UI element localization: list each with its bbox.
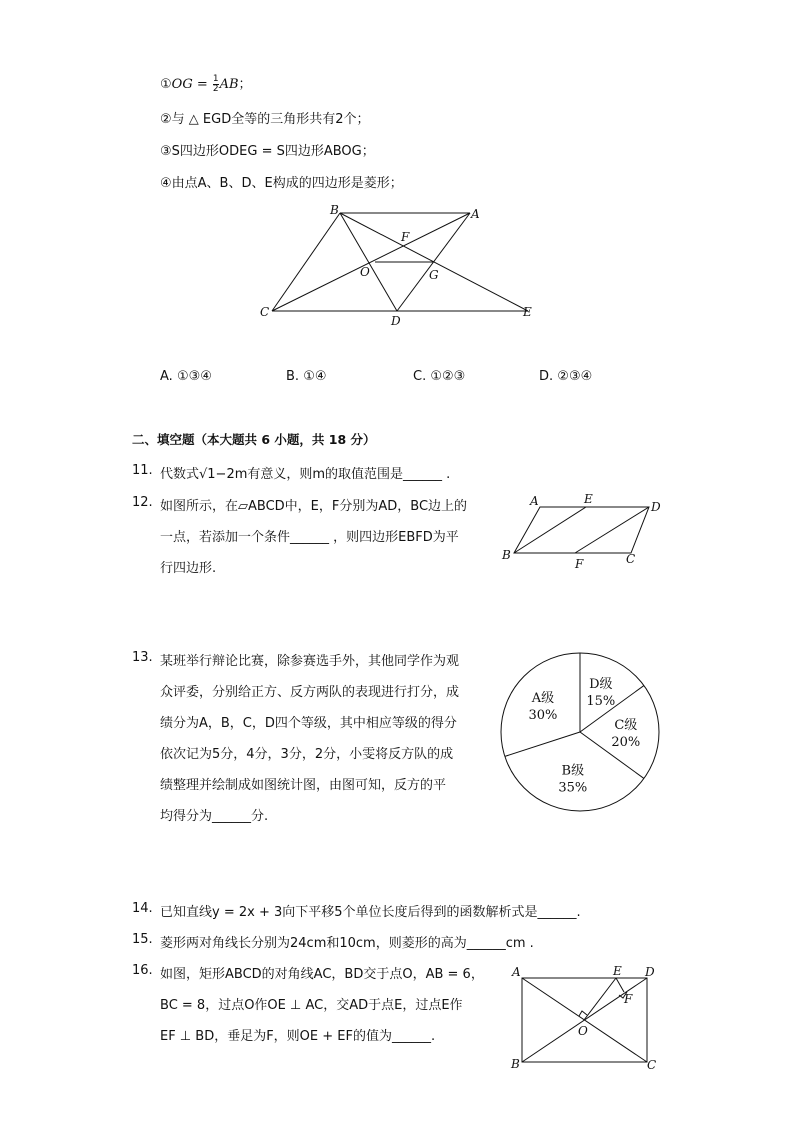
question-16-line-3: EF ⊥ BD，垂足为F，则OE + EF的值为______. [160, 1029, 436, 1044]
question-13-line-1: 某班举行辩论比赛，除参赛选手外，其他同学作为观 [160, 654, 460, 669]
section-title: 二、填空题（本大题共 6 小题，共 18 分） [132, 432, 376, 447]
question-number: 12. [132, 495, 153, 510]
pie-slice-label: A级 [531, 691, 555, 707]
question-13-line-5: 绩整理并绘制成如图统计图，由图可知，反方的平 [160, 778, 447, 793]
label-C: C [647, 1058, 657, 1072]
question-number: 14. [132, 901, 153, 916]
pie-slice-label: D级 [589, 677, 613, 693]
question-15-text: 菱形两对角线长分别为24cm和10cm，则菱形的高为______cm . [160, 936, 534, 951]
label-C: C [260, 305, 270, 319]
option-text: ①④ [303, 369, 327, 384]
label-O: O [578, 1024, 588, 1038]
question-16-line-1: 如图，矩形ABCD的对角线AC，BD交于点O，AB = 6， [160, 967, 484, 982]
pie-slice-value: 20% [611, 735, 641, 750]
statement-text: 由点A、B、D、E构成的四边形是菱形； [171, 176, 403, 191]
label-B: B [511, 1057, 520, 1071]
question-13-line-6: 均得分为______分. [160, 809, 269, 824]
label-E: E [584, 492, 593, 506]
question-number: 16. [132, 963, 153, 978]
label-F: F [575, 557, 584, 571]
question-11-text: 代数式√1−2m有意义，则m的取值范围是______ . [160, 467, 451, 482]
label-C: C [626, 552, 636, 566]
question-12-line-3: 行四边形. [160, 561, 217, 576]
label-A: A [471, 207, 480, 221]
label-F: F [624, 992, 633, 1006]
label-E: E [613, 964, 622, 978]
label-D: D [391, 314, 401, 328]
pie-slice-value: 15% [586, 694, 616, 710]
option-text: ②③④ [557, 369, 593, 384]
pie-slice-value: 35% [558, 780, 588, 796]
option-letter: A. [160, 369, 173, 384]
option-letter: D. [539, 369, 554, 384]
statement-mark: ① [160, 77, 172, 92]
label-E: E [523, 305, 532, 319]
pie-slice-label: B级 [561, 763, 585, 779]
question-16-line-2: BC = 8，过点O作OE ⊥ AC，交AD于点E，过点E作 [160, 998, 463, 1013]
question-number: 15. [132, 932, 153, 947]
statement-text: 与 △ EGD全等的三角形共有2个； [171, 112, 370, 127]
pie-slice-label: C级 [614, 718, 638, 733]
statement-math-2: AB [219, 77, 239, 92]
fraction-num: 1 [212, 74, 219, 84]
label-A: A [512, 965, 521, 979]
statement-mark: ④ [160, 176, 172, 191]
statement-text: S四边形ODEG = S四边形ABOG； [171, 144, 375, 159]
pie-slice-value: 30% [528, 708, 558, 724]
statement-mark: ② [160, 112, 172, 127]
question-number: 13. [132, 650, 153, 665]
label-B: B [330, 203, 339, 217]
option-letter: B. [286, 369, 300, 384]
question-13-line-4: 依次记为5分，4分，3分，2分，小雯将反方队的成 [160, 747, 454, 762]
option-letter: C. [413, 369, 427, 384]
question-number: 11. [132, 463, 153, 478]
label-D: D [651, 500, 661, 514]
label-D: D [645, 965, 655, 979]
statement-mark: ③ [160, 144, 172, 159]
question-12-line-2: 一点，若添加一个条件______ ，则四边形EBFD为平 [160, 530, 459, 545]
label-B: B [502, 548, 511, 562]
statement-math: OG = [171, 77, 212, 92]
question-12-line-1: 如图所示，在▱ABCD中，E，F分别为AD，BC边上的 [160, 499, 468, 514]
option-text: ①③④ [176, 369, 212, 384]
question-14-text: 已知直线y = 2x + 3向下平移5个单位长度后得到的函数解析式是______. [160, 905, 581, 920]
question-13-line-2: 众评委，分别给正方、反方两队的表现进行打分，成 [160, 685, 460, 700]
label-G: G [429, 268, 439, 282]
option-text: ①②③ [430, 369, 466, 384]
label-O: O [360, 265, 370, 279]
statement-end: ； [238, 77, 252, 92]
label-F: F [401, 230, 410, 244]
question-13-line-3: 绩分为A，B，C，D四个等级，其中相应等级的得分 [160, 716, 457, 731]
label-A: A [530, 494, 539, 508]
fraction-den: 2 [212, 84, 219, 94]
